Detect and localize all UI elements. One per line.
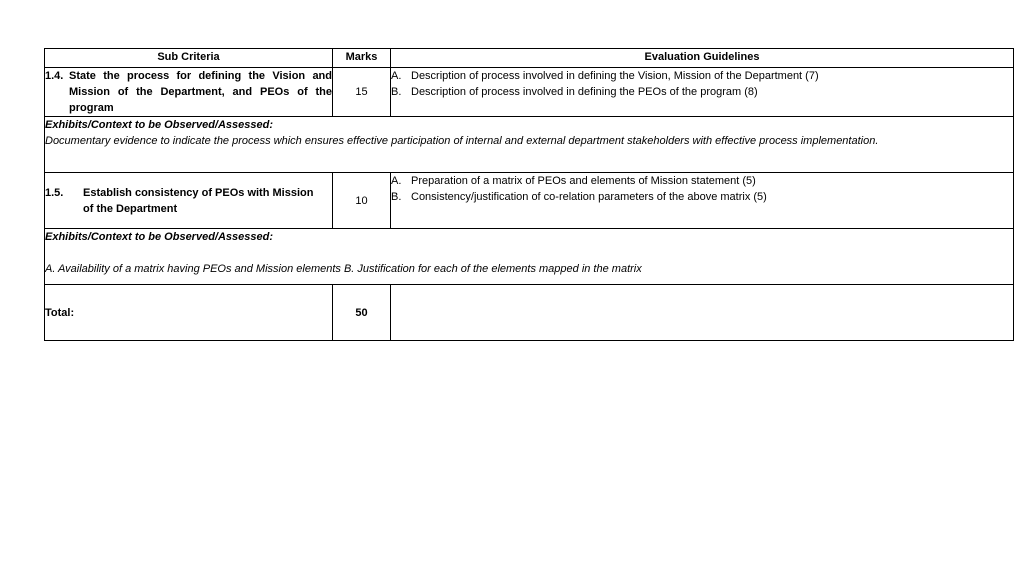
evaluation-table: [44, 48, 1014, 341]
criterion-1-5-line2: of the Department: [83, 202, 178, 215]
criterion-1-5-title: [45, 173, 333, 229]
criterion-1-4-line2: Mission of the Department, and PEOs of the: [69, 86, 332, 98]
guideline-text: Preparation of a matrix of PEOs and elements of Mission statement (5): [411, 175, 756, 187]
exhibit-1-4-text: Documentary evidence to indicate the process which ensures effective participation of internal and external department stakeholders with effective process implementation.: [45, 135, 879, 147]
header-row: [45, 49, 1014, 68]
criterion-1-4-line3: program: [69, 102, 114, 114]
guideline-text: Description of process involved in defining the Vision, Mission of the Department (7): [411, 70, 819, 82]
total-label: Total:: [45, 285, 333, 341]
guideline-letter: B.: [391, 86, 402, 98]
guideline-text: Consistency/justification of co-relation parameters of the above matrix (5): [411, 191, 767, 203]
criterion-row-1-4: [45, 68, 1014, 117]
exhibit-1-5-text: A. Availability of a matrix having PEOs and Mission elements B. Justification for each of the elements mapped in the matrix: [45, 263, 642, 275]
guideline-item: [391, 173, 1013, 189]
header-sub-criteria: Sub Criteria: [45, 49, 333, 68]
criterion-1-4-guidelines: [391, 68, 1014, 117]
criterion-1-4-number: 1.4.: [45, 70, 64, 82]
guideline-letter: A.: [391, 70, 402, 82]
guideline-text: Description of process involved in defining the PEOs of the program (8): [411, 86, 758, 98]
criterion-1-4-marks: 15: [333, 68, 391, 117]
criterion-1-5-marks: 10: [333, 173, 391, 229]
guideline-letter: A.: [391, 175, 402, 187]
criterion-1-5-line1: Establish consistency of PEOs with Mission: [83, 186, 314, 199]
guideline-item: [391, 189, 1013, 205]
guideline-item: [391, 68, 1013, 84]
exhibit-row-1-4: [45, 117, 1014, 173]
exhibit-1-4-heading: Exhibits/Context to be Observed/Assessed:: [45, 119, 274, 131]
guideline-letter: B.: [391, 191, 402, 203]
total-row: [45, 285, 1014, 341]
criterion-1-4-line1: State the process for defining the Vision and: [69, 70, 332, 82]
criterion-1-4-title: [45, 68, 333, 117]
exhibit-1-5: [45, 229, 1014, 285]
criterion-row-1-5: [45, 173, 1014, 229]
exhibit-1-4: [45, 117, 1014, 173]
exhibit-1-5-heading: Exhibits/Context to be Observed/Assessed:: [45, 231, 274, 243]
total-marks: 50: [333, 285, 391, 341]
guideline-item: [391, 84, 1013, 100]
header-marks: Marks: [333, 49, 391, 68]
total-guidelines-empty: [391, 285, 1014, 341]
criterion-1-5-guidelines: [391, 173, 1014, 229]
criterion-1-5-number: 1.5.: [45, 186, 64, 199]
exhibit-row-1-5: [45, 229, 1014, 285]
header-guidelines: Evaluation Guidelines: [391, 49, 1014, 68]
